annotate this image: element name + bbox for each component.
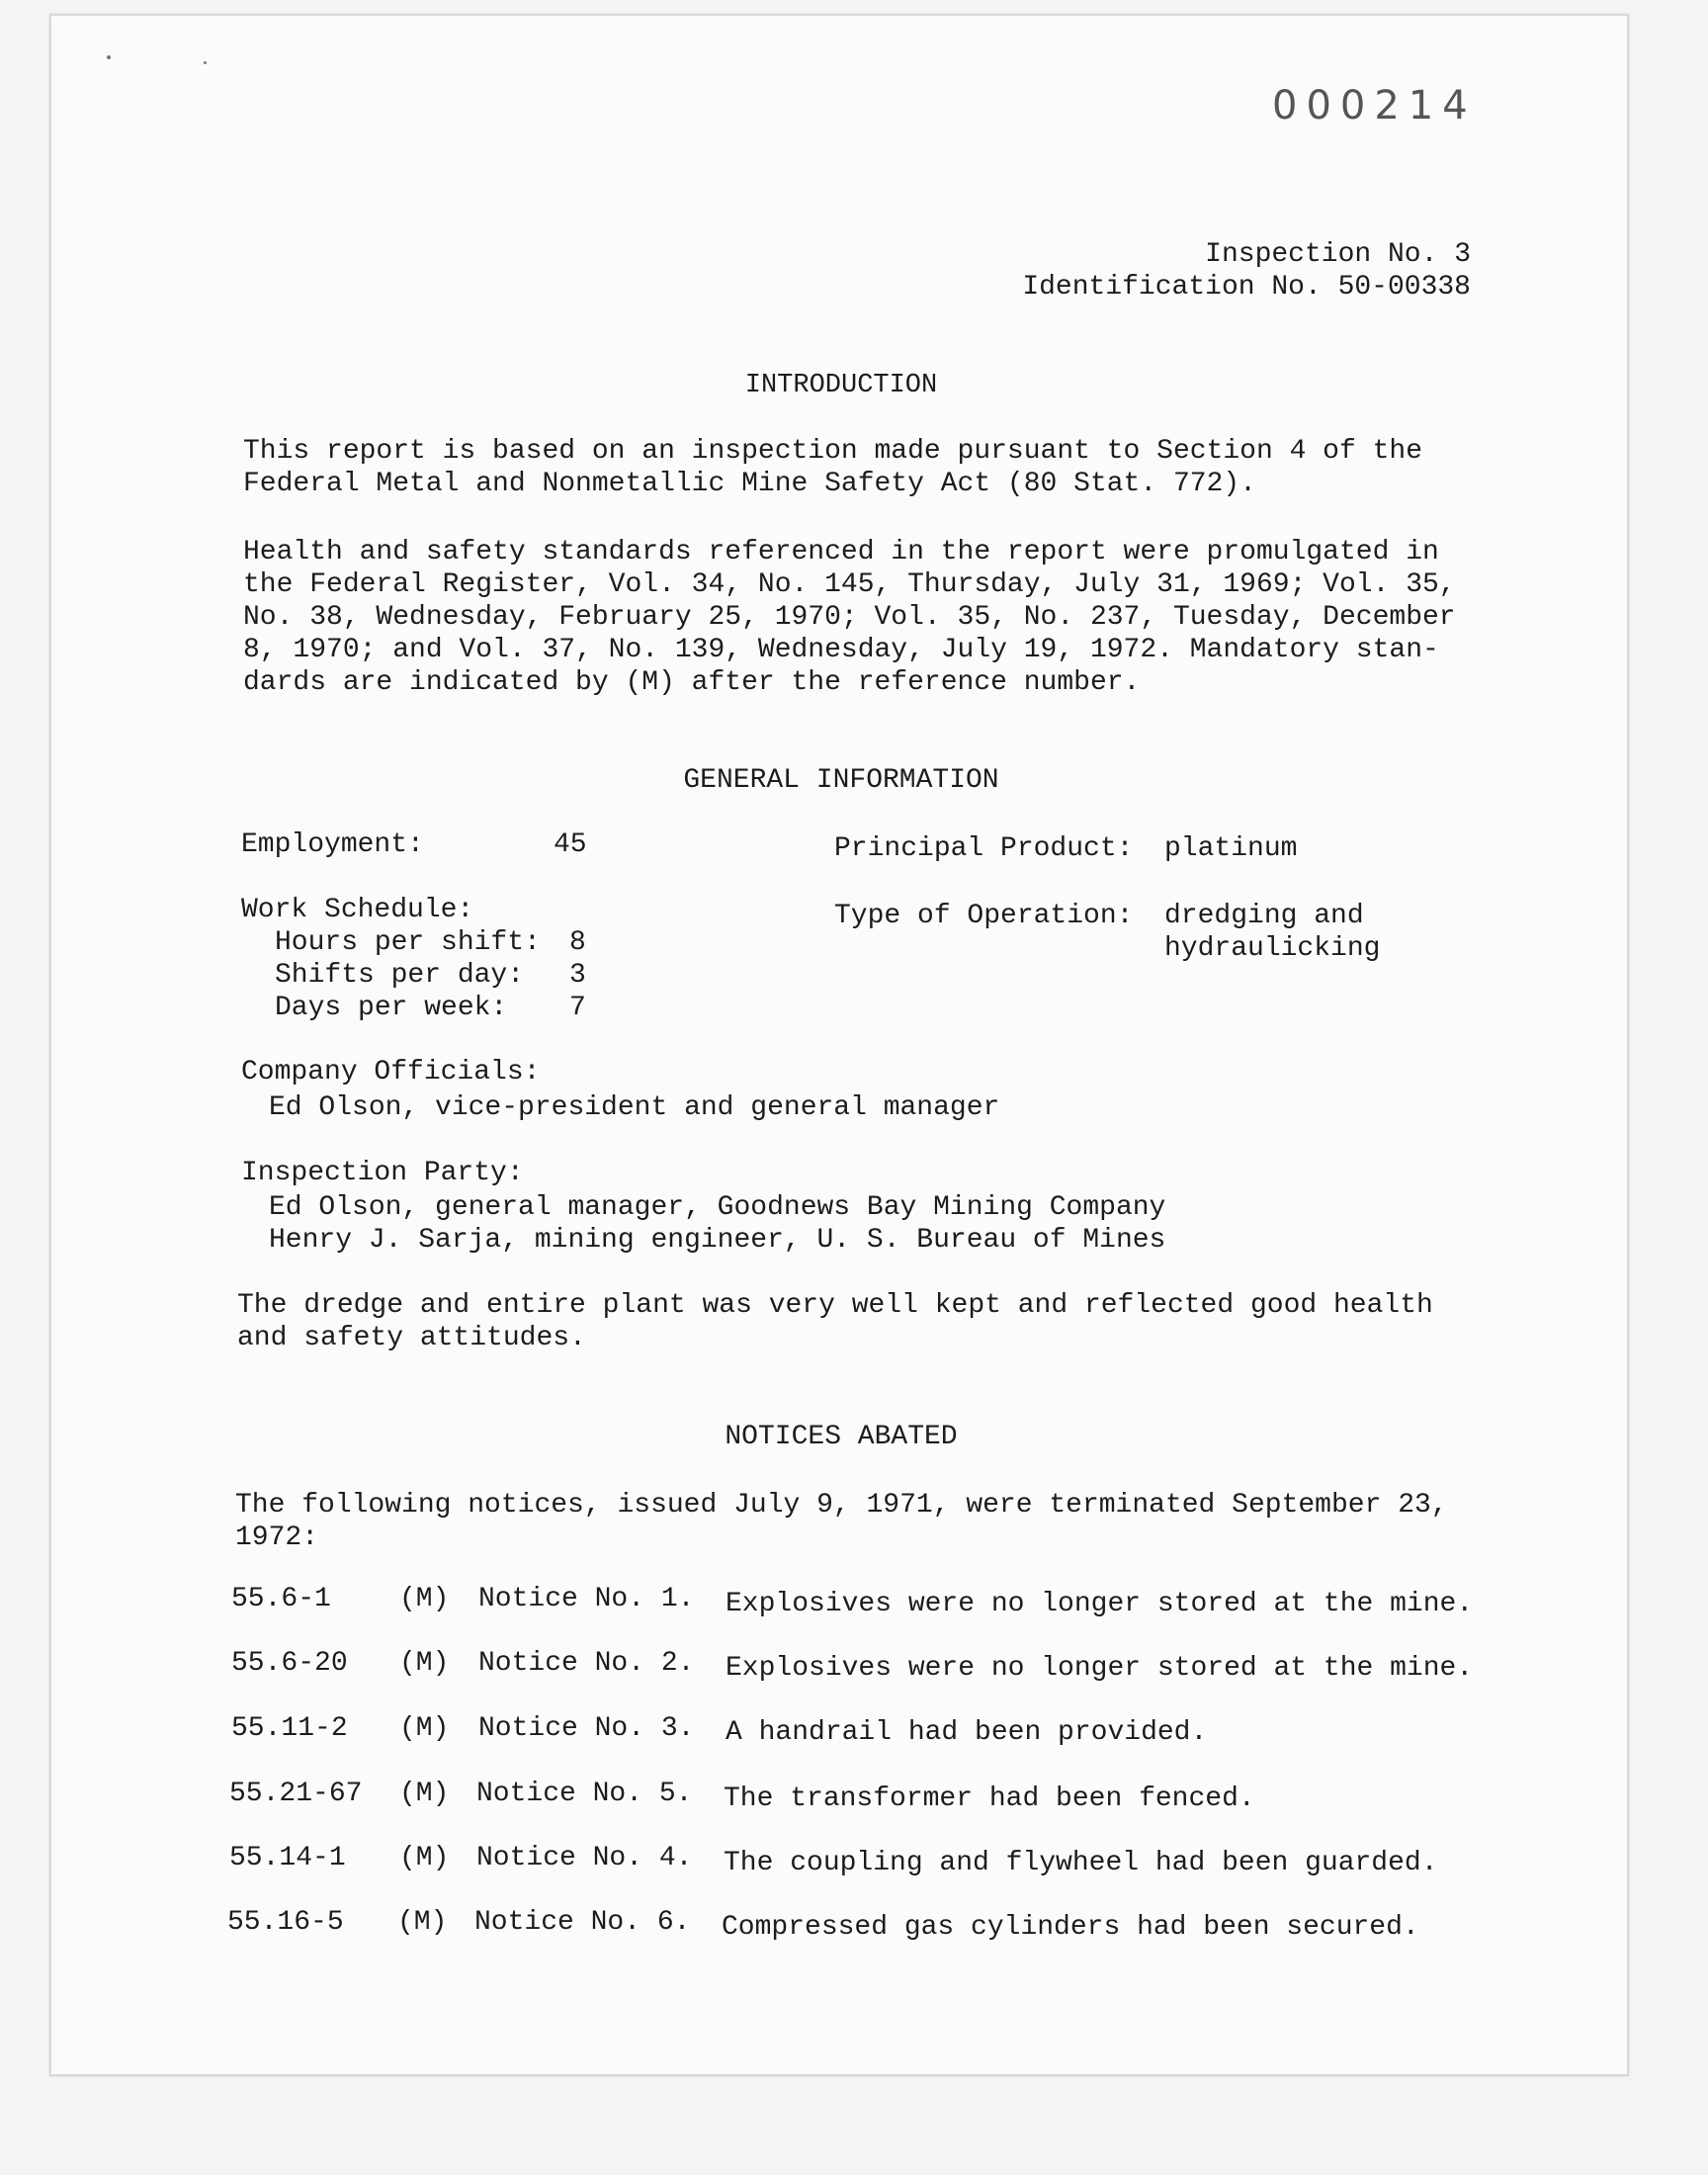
notices-abated-heading: NOTICES ABATED [725,1422,958,1452]
speck-mark [204,61,207,64]
company-officials-label: Company Officials: [241,1057,541,1088]
hours-per-shift-label: Hours per shift: [275,927,541,958]
text-line: Health and safety standards referenced in the report were promulgated in [243,537,1439,567]
notice-number: Notice No. 3. [478,1713,695,1744]
notices-intro [235,1489,1448,1554]
speck-mark [107,55,111,59]
notice-mandatory-flag: (M) [397,1907,448,1938]
type-of-operation-value [1164,900,1380,965]
type-of-operation-label: Type of Operation: [834,901,1134,931]
notice-code: 55.11-2 [231,1713,348,1744]
text-line: The following notices, issued July 9, 1971, were terminated September 23, [235,1490,1448,1521]
document-number: 000214 [1272,83,1477,129]
text-line: This report is based on an inspection made pursuant to Section 4 of the [243,436,1422,467]
notice-mandatory-flag: (M) [399,1648,450,1679]
shifts-per-day-value: 3 [569,960,586,991]
introduction-paragraph-2 [243,536,1456,699]
notice-number: Notice No. 5. [476,1779,693,1809]
work-schedule-label: Work Schedule: [241,895,474,925]
text-line: hydraulicking [1164,933,1381,964]
employment-value: 45 [554,829,587,860]
text-line: dards are indicated by (M) after the reference number. [243,667,1141,698]
principal-product-label: Principal Product: [834,833,1134,864]
introduction-heading: INTRODUCTION [744,371,938,400]
notice-mandatory-flag: (M) [399,1779,450,1809]
notice-mandatory-flag: (M) [399,1584,450,1614]
text-line: 8, 1970; and Vol. 37, No. 139, Wednesday, July 19, 1972. Mandatory stan- [243,635,1439,665]
text-line: Federal Metal and Nonmetallic Mine Safety Act (80 Stat. 772). [243,469,1256,499]
text-line: No. 38, Wednesday, February 25, 1970; Vol. 35, No. 237, Tuesday, December [243,602,1456,633]
identification-number: Identification No. 50-00338 [1022,272,1471,303]
text-line: the Federal Register, Vol. 34, No. 145, Thursday, July 31, 1969; Vol. 35, [243,569,1456,600]
inspection-party-member-2: Henry J. Sarja, mining engineer, U. S. Bureau of Mines [269,1225,1166,1256]
notice-description: The transformer had been fenced. [724,1784,1255,1814]
inspection-party-label: Inspection Party: [241,1158,524,1188]
notice-description: A handrail had been provided. [726,1717,1208,1748]
days-per-week-label: Days per week: [275,993,508,1023]
company-official-1: Ed Olson, vice-president and general manager [269,1092,1000,1123]
notice-description: Explosives were no longer stored at the mine. [726,1589,1474,1619]
text-line: dredging and [1164,901,1364,931]
notice-number: Notice No. 1. [478,1584,695,1614]
header-block [1022,238,1471,304]
inspection-party-member-1: Ed Olson, general manager, Goodnews Bay Mining Company [269,1192,1166,1223]
general-information-heading: GENERAL INFORMATION [683,765,999,796]
notice-code: 55.16-5 [227,1907,344,1938]
principal-product-value: platinum [1164,833,1298,864]
text-line: 1972: [235,1522,319,1553]
days-per-week-value: 7 [569,993,586,1023]
text-line: The dredge and entire plant was very well kept and reflected good health [237,1290,1433,1321]
notice-number: Notice No. 4. [476,1843,693,1873]
document-page [49,14,1629,2076]
notice-code: 55.6-20 [231,1648,348,1679]
notice-description: Compressed gas cylinders had been secured. [722,1912,1419,1943]
plant-remark [237,1289,1433,1354]
notice-mandatory-flag: (M) [399,1843,450,1873]
notice-code: 55.6-1 [231,1584,331,1614]
text-line: and safety attitudes. [237,1323,586,1353]
notice-number: Notice No. 6. [474,1907,691,1938]
notice-mandatory-flag: (M) [399,1713,450,1744]
notice-description: The coupling and flywheel had been guarded. [724,1848,1438,1878]
introduction-paragraph-1 [243,435,1422,500]
inspection-number: Inspection No. 3 [1205,239,1471,270]
shifts-per-day-label: Shifts per day: [275,960,525,991]
notice-number: Notice No. 2. [478,1648,695,1679]
notice-description: Explosives were no longer stored at the mine. [726,1653,1474,1684]
employment-label: Employment: [241,829,424,860]
notice-code: 55.21-67 [229,1779,363,1809]
notice-code: 55.14-1 [229,1843,346,1873]
hours-per-shift-value: 8 [569,927,586,958]
